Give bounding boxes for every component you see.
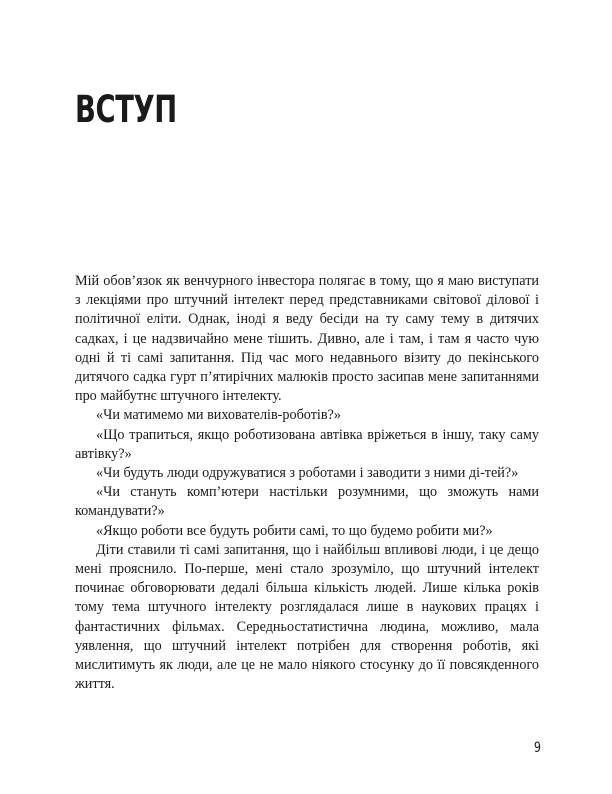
paragraph: «Що трапиться, якщо роботизована автівка вріжеться в іншу, таку саму автівку?» [75, 426, 539, 462]
paragraph: «Чи будуть люди одружуватися з роботами і заводити з ними ді-тей?» [96, 465, 519, 482]
paragraph: Діти ставили ті самі запитання, що і найбільш впливові люди, і це дещо мені прояснило. По-перше, мені стало зрозуміло, що штучний інтелект починає обговорювати дедалі більша кількість людей. Лише кілька років тому тема штучного інтелекту розглядалася лише в наукових працях і фантастичних фільмах. Середньостатистична людина, можливо, мала уявлення, що штучний інтелект потрібен для створення роботів, які мислитимуть як люди, але це не мало ніякого стосунку до її повсякденного життя. [75, 541, 539, 693]
paragraph: Мій обов’язок як венчурного інвестора полягає в тому, що я маю виступати з лекціями про штучний інтелект перед представниками світової ділової і політичної еліти. Однак, іноді я веду бесіди на ту саму тему в дитячих садках, і це надзвичайно мене тішить. Дивно, але і там, і там я часто чую одні й ті самі запитання. Під час мого недавнього візиту до пекінського дитячого садка гурт п’ятирічних малюків просто засипав мене запитаннями про майбутнє штучного інтелекту. [75, 273, 539, 405]
chapter-heading: ВСТУП [75, 88, 177, 131]
paragraph: «Якщо роботи все будуть робити самі, то що будемо робити ми?» [96, 522, 493, 539]
body-text [75, 272, 539, 694]
page-number: 9 [533, 740, 541, 756]
paragraph: «Чи стануть комп’ютери настільки розумними, що зможуть нами командувати?» [75, 484, 539, 520]
paragraph: «Чи матимемо ми вихователів-роботів?» [96, 407, 341, 424]
